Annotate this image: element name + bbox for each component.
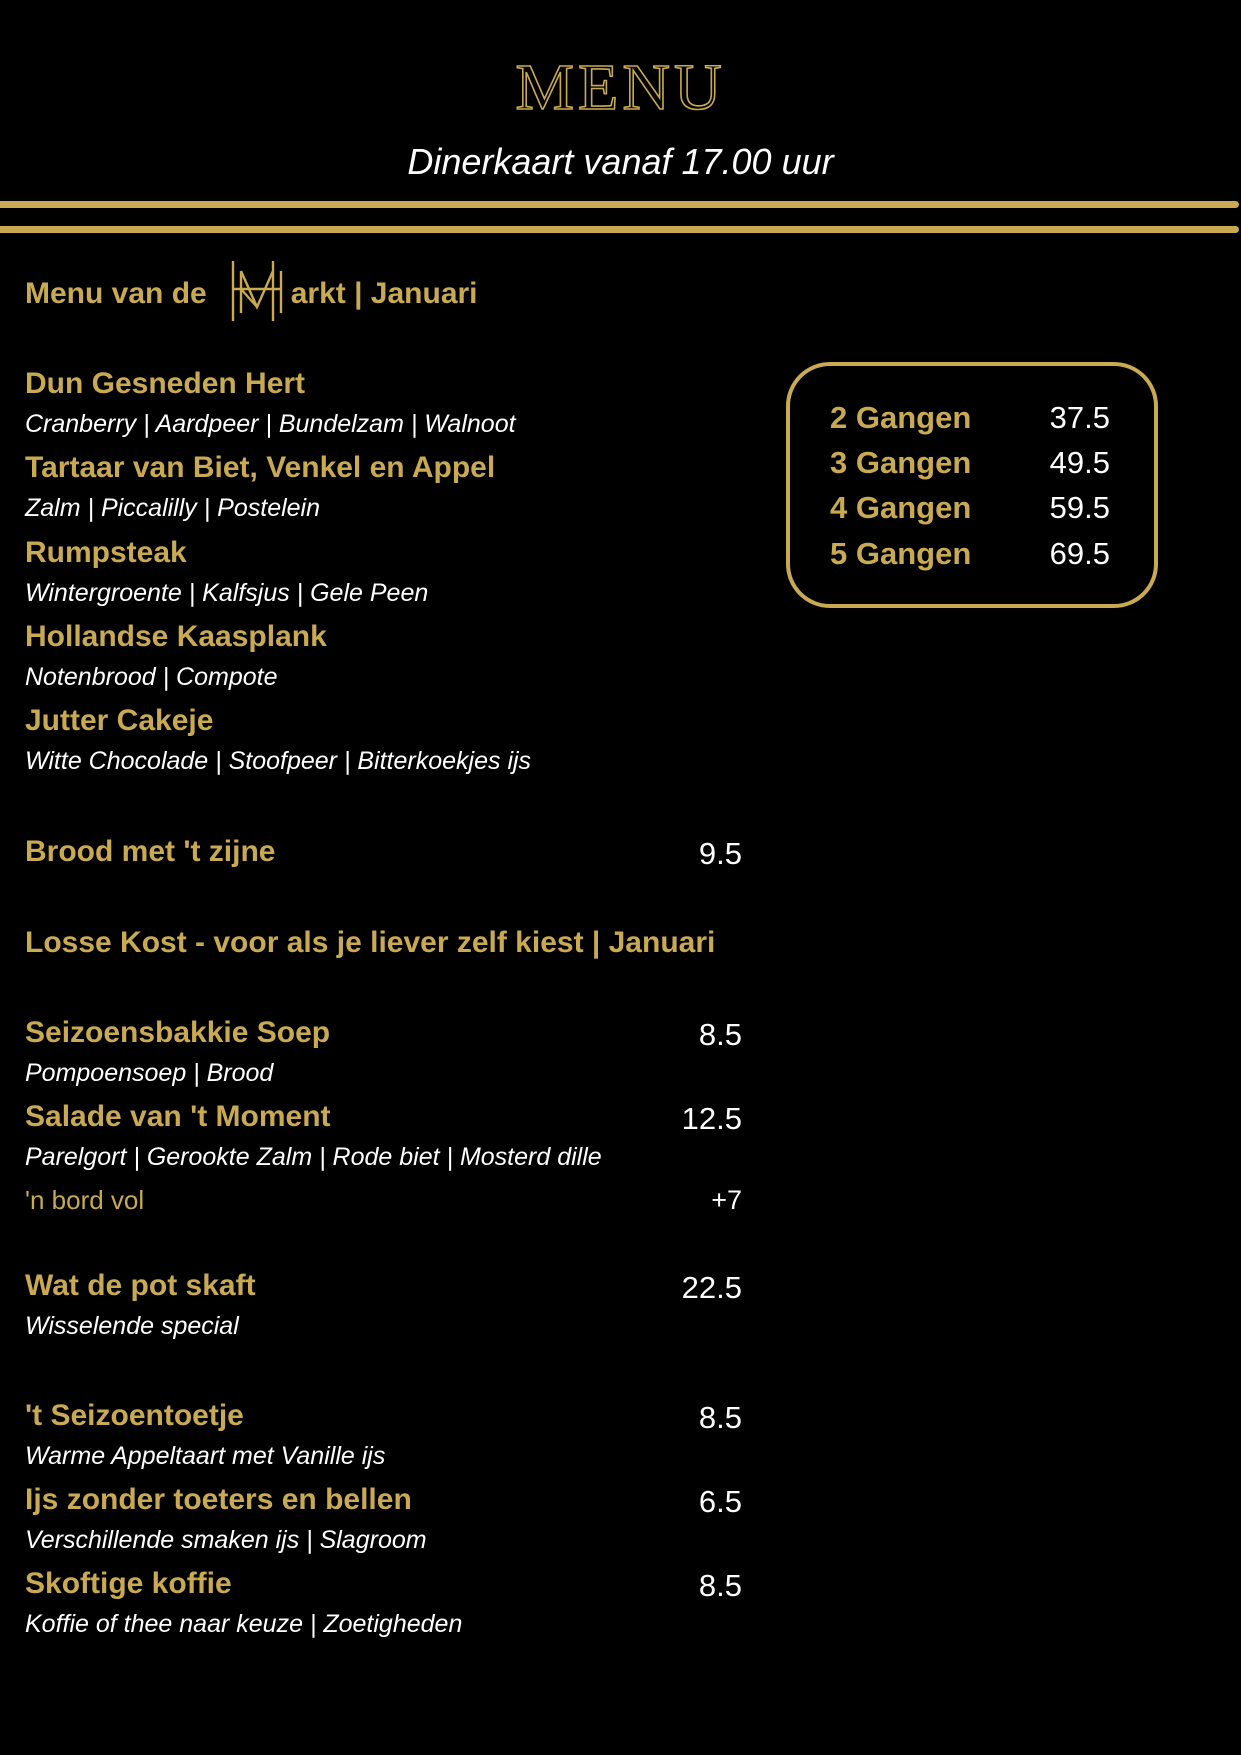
course-price-row: 5 Gangen 69.5 (830, 536, 1110, 571)
page-title: MENU (515, 51, 726, 124)
course-price-row: 2 Gangen 37.5 (830, 400, 1110, 435)
extra-option: 'n bord vol +7 (25, 1185, 742, 1215)
markt-menu-heading: Menu van de arkt | Januari (25, 276, 478, 313)
m-monogram-icon (221, 259, 291, 323)
menu-item: Ijs zonder toeters en bellen Verschillende smaken ijs | Slagroom 6.5 (25, 1483, 742, 1554)
losse-kost-heading: Losse Kost - voor als je liever zelf kiest | Januari (25, 926, 716, 959)
course-item: Tartaar van Biet, Venkel en Appel Zalm | Piccalilly | Postelein (25, 451, 496, 522)
divider-line (0, 201, 1239, 208)
page-subtitle: Dinerkaart vanaf 17.00 uur (407, 141, 834, 182)
divider-line (0, 226, 1239, 233)
menu-item: Wat de pot skaft Wisselende special 22.5 (25, 1269, 742, 1340)
course-item: Hollandse Kaasplank Notenbrood | Compote (25, 620, 327, 691)
course-price-box (786, 362, 1158, 608)
course-item: Jutter Cakeje Witte Chocolade | Stoofpeer | Bitterkoekjes ijs (25, 704, 532, 775)
bread-item: Brood met 't zijne 9.5 (25, 835, 742, 871)
menu-item: 't Seizoentoetje Warme Appeltaart met Vanille ijs 8.5 (25, 1399, 742, 1470)
course-item: Dun Gesneden Hert Cranberry | Aardpeer | Bundelzam | Walnoot (25, 367, 516, 438)
menu-item: Skoftige koffie Koffie of thee naar keuze | Zoetigheden 8.5 (25, 1567, 742, 1638)
menu-item: Seizoensbakkie Soep Pompoensoep | Brood 8.5 (25, 1016, 742, 1087)
course-price-row: 4 Gangen 59.5 (830, 490, 1110, 525)
course-item: Rumpsteak Wintergroente | Kalfsjus | Gele Peen (25, 536, 429, 607)
menu-item: Salade van 't Moment Parelgort | Gerookte Zalm | Rode biet | Mosterd dille 12.5 (25, 1100, 742, 1171)
course-price-row: 3 Gangen 49.5 (830, 445, 1110, 480)
